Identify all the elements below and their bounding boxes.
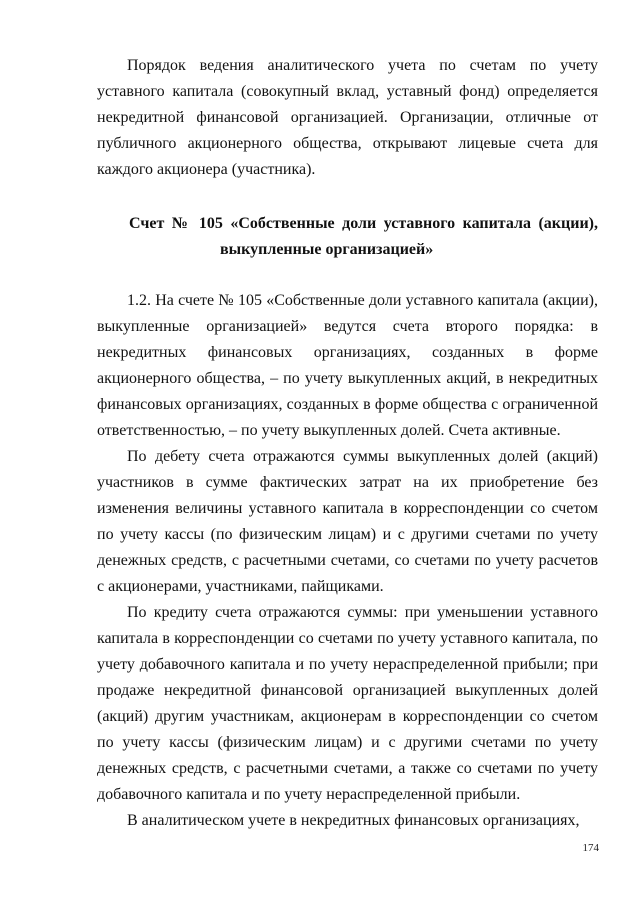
paragraph-credit: По кредиту счета отражаются суммы: при уменьшении уставного капитала в корреспонденции со счетами по учету уставного капитала, по учету добавочного капитала и по учету нераспределенной прибыли; при продаже некредитной финансовой организацией выкупленных долей (акций) другим участникам, акционерам в корреспонденции со счетом по учету кассы (физическим лицам) и с другими счетами по учету денежных средств, с расчетными счетами, а также со счетами по учету добавочного капитала и по учету нераспределенной прибыли. (97, 604, 598, 803)
section-heading-line-2: выкупленные организацией» (220, 241, 434, 258)
page-number: 174 (582, 842, 599, 854)
body-text (97, 288, 598, 834)
intro-paragraph: Порядок ведения аналитического учета по счетам по учету уставного капитала (совокупный вклад, уставный фонд) определяется некредитной финансовой организацией. Организации, отличные от публичного акционерного общества, открывают лицевые счета для каждого акционера (участника). (97, 57, 598, 178)
section-heading (97, 211, 598, 263)
paragraph-1-2: 1.2. На счете № 105 «Собственные доли уставного капитала (акции), выкупленные организацией» ведутся счета второго порядка: в некредитных финансовых организациях, созданных в форме акционерного общества, – по учету выкупленных акций, в некредитных финансовых организациях, созданных в форме общества с ограниченной ответственностью, – по учету выкупленных долей. Счета активные. (97, 292, 598, 439)
section-heading-line-1: Счет № 105 «Собственные доли уставного капитала (акции), (129, 215, 598, 232)
paragraph-debit: По дебету счета отражаются суммы выкупленных долей (акций) участников в сумме фактических затрат на их приобретение без изменения величины уставного капитала в корреспонденции со счетом по учету кассы (по физическим лицам) и с другими счетами по учету денежных средств, с расчетными счетами, со счетами по учету расчетов с акционерами, участниками, пайщиками. (97, 448, 598, 595)
paragraph-analytic: В аналитическом учете в некредитных финансовых организациях, (127, 812, 580, 829)
